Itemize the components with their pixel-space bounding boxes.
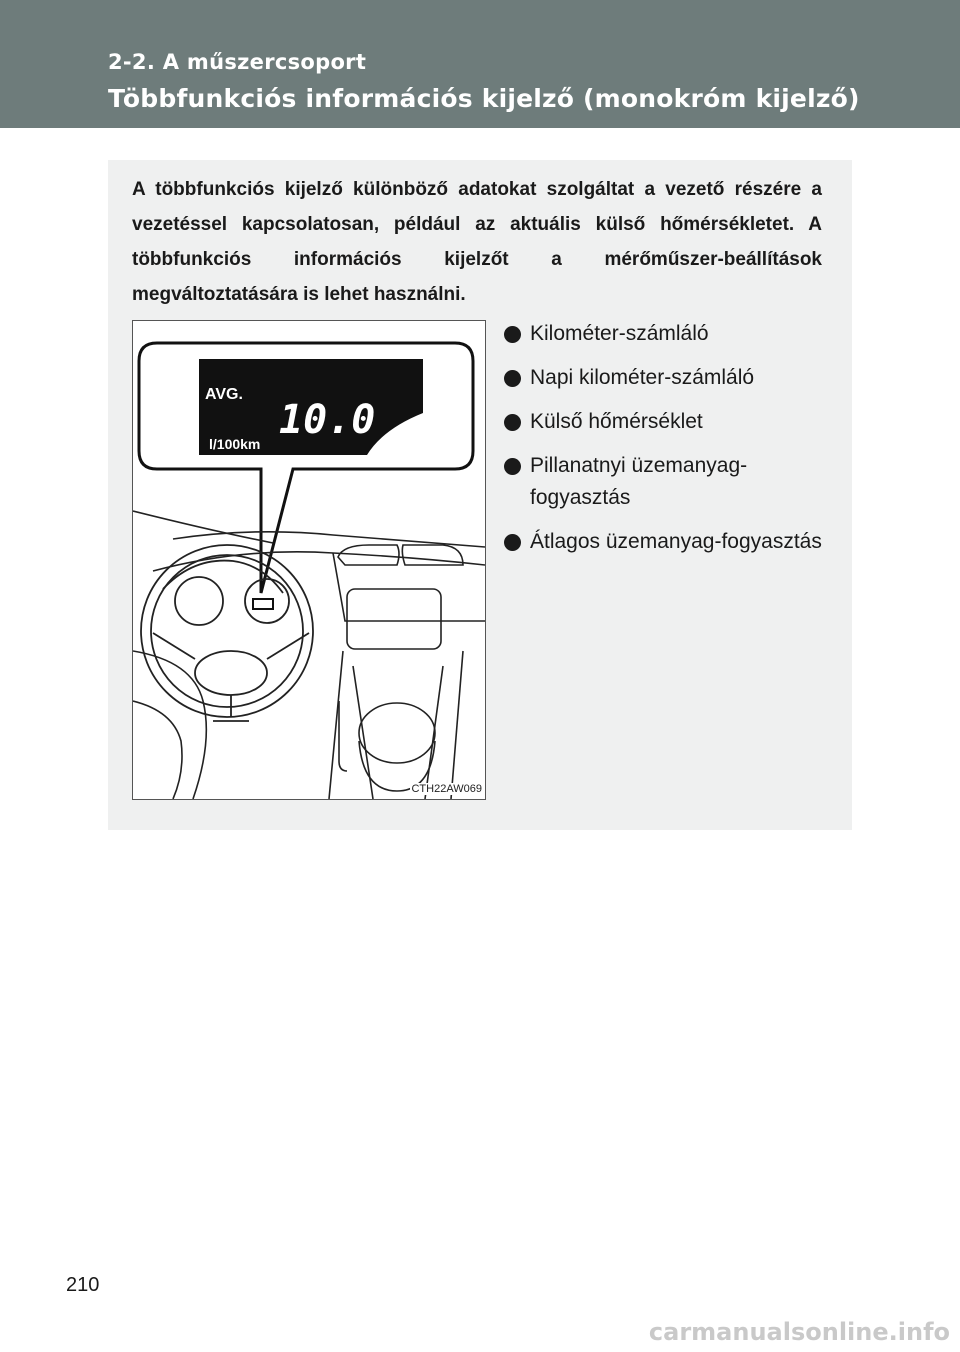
steering-wheel bbox=[141, 545, 313, 721]
dashboard-illustration bbox=[132, 320, 486, 800]
page-number: 210 bbox=[66, 1274, 100, 1296]
list-item-label: Pillanatnyi üzemanyag-fogyasztás bbox=[530, 454, 748, 509]
list-item-label: Külső hőmérséklet bbox=[530, 410, 703, 433]
display-location-marker bbox=[253, 599, 273, 609]
display-unit: l/100km bbox=[209, 436, 261, 452]
bullet-icon bbox=[504, 534, 521, 551]
dashboard-drawing bbox=[133, 321, 485, 799]
bullet-icon bbox=[504, 458, 521, 475]
bullet-icon bbox=[504, 370, 521, 387]
section-label: 2-2. A műszercsoport bbox=[108, 50, 367, 74]
figure-code: CTH22AW069 bbox=[411, 783, 482, 795]
intro-paragraph: A többfunkciós kijelző különböző adatokat szolgáltat a vezető részére a vezetéssel kapcsolatosan, például az aktuális külső hőmérsékletet. A többfunkciós információs kijelzőt a mérőműszer-beállítások megváltoztatására is lehet használni. bbox=[132, 179, 822, 305]
content-box bbox=[108, 160, 852, 830]
list-item bbox=[504, 362, 844, 394]
watermark: carmanualsonline.info bbox=[648, 1318, 950, 1346]
bullet-icon bbox=[504, 326, 521, 343]
display-value: 10.0 bbox=[279, 397, 376, 443]
list-item-label: Átlagos üzemanyag-fogyasztás bbox=[530, 530, 822, 553]
list-item bbox=[504, 526, 844, 558]
list-item bbox=[504, 406, 844, 438]
feature-list bbox=[504, 318, 844, 570]
list-item bbox=[504, 450, 844, 514]
page-title: Többfunkciós információs kijelző (monokróm kijelző) bbox=[108, 84, 860, 113]
list-item bbox=[504, 318, 844, 350]
page-header bbox=[0, 0, 960, 128]
bullet-icon bbox=[504, 414, 521, 431]
display-mode-label: AVG. bbox=[205, 386, 243, 403]
list-item-label: Kilométer-számláló bbox=[530, 322, 709, 345]
list-item-label: Napi kilométer-számláló bbox=[530, 366, 755, 389]
